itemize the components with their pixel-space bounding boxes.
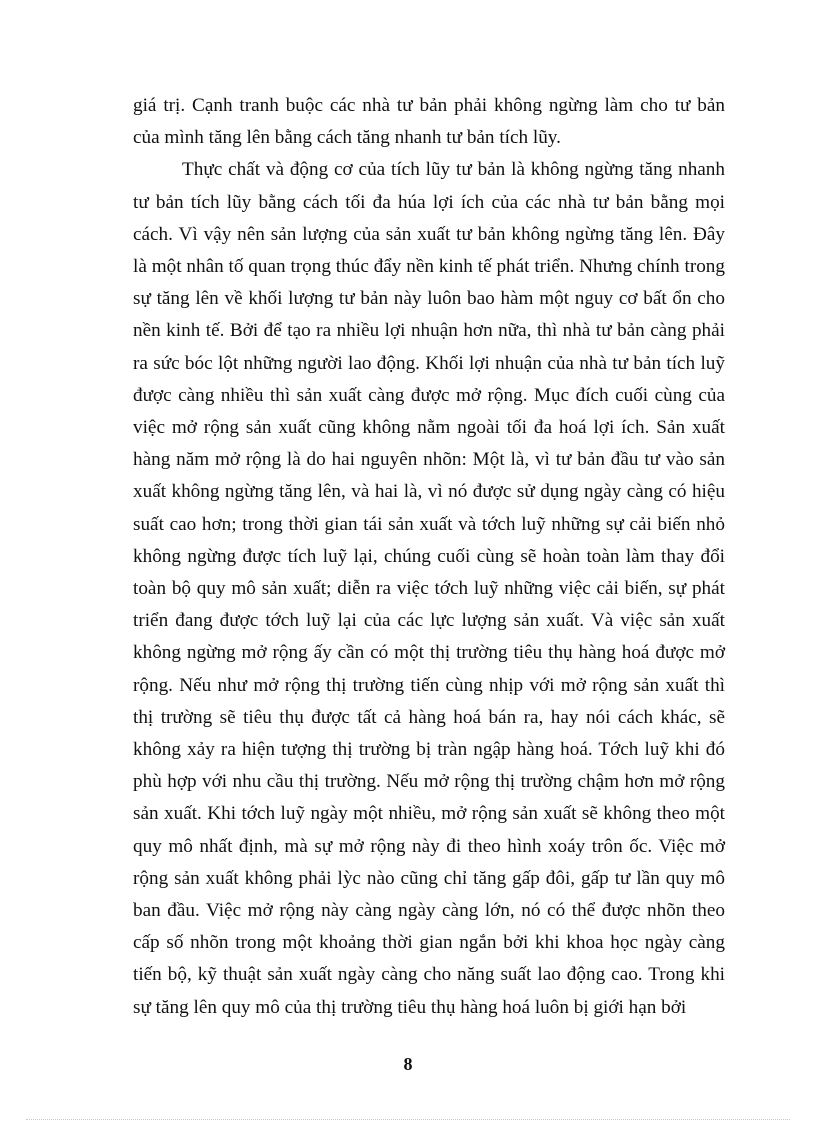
paragraph-1: giá trị. Cạnh tranh buộc các nhà tư bản phải không ngừng làm cho tư bản của mình tăng lên bằng cách tăng nhanh tư bản tích lũy.	[133, 95, 725, 149]
page-bottom-divider	[26, 1119, 790, 1120]
paragraph-2: Thực chất và động cơ của tích lũy tư bản là không ngừng tăng nhanh tư bản tích lũy bằng cách tối đa húa lợi ích của các nhà tư bản bằng mọi cách. Vì vậy nên sản lượng của sản xuất tư bản không ngừng tăng lên. Đây là một nhân tố quan trọng thúc đẩy nền kinh tế phát triển. Nhưng chính trong sự tăng lên về khối lượng tư bản này luôn bao hàm một nguy cơ bất ổn cho nền kinh tế. Bởi để tạo ra nhiều lợi nhuận hơn nữa, thì nhà tư bản càng phải ra sức bóc lột những người lao động. Khối lợi nhuận của nhà tư bản tích luỹ được càng nhiều thì sản xuất càng được mở rộng. Mục đích cuối cùng của việc mở rộng sản xuất cũng không nằm ngoài tối đa hoá lợi ích. Sản xuất hàng năm mở rộng là do hai nguyên nhõn: Một là, vì tư bản đầu tư vào sản xuất không ngừng tăng lên, và hai là, vì nó được sử dụng ngày càng có hiệu suất cao hơn; trong thời gian tái sản xuất và tớch luỹ những sự cải biến nhỏ không ngừng được tích luỹ lại, chúng cuối cùng sẽ hoàn toàn làm thay đổi toàn bộ quy mô sản xuất; diễn ra việc tớch luỹ những việc cải biến, sự phát triển đang được tớch luỹ lại của các lực lượng sản xuất. Và việc sản xuất không ngừng mở rộng ấy cần có một thị trường tiêu thụ hàng hoá được mở rộng. Nếu như mở rộng thị trường tiến cùng nhịp với mở rộng sản xuất thì thị trường sẽ tiêu thụ được tất cả hàng hoá bán ra, hay nói cách khác, sẽ không xảy ra hiện tượng thị trường bị tràn ngập hàng hoá. Tớch luỹ khi đó phù hợp với nhu cầu thị trường. Nếu mở rộng thị trường chậm hơn mở rộng sản xuất. Khi tớch luỹ ngày một nhiều, mở rộng sản xuất sẽ không theo một quy mô nhất định, mà sự mở rộng này đi theo hình xoáy trôn ốc. Việc mở rộng sản xuất không phải lỳc nào cũng chỉ tăng gấp đôi, gấp tư lần quy mô ban đầu. Việc mở rộng này càng ngày càng lớn, nó có thể được nhõn theo cấp số nhõn trong một khoảng thời gian ngắn bởi khi khoa học ngày càng tiến bộ, kỹ thuật sản xuất ngày càng cho năng suất lao động cao. Trong khi sự tăng lên quy mô của thị trường tiêu thụ hàng hoá luôn bị giới hạn bởi	[133, 159, 725, 1018]
body-text	[133, 90, 725, 1024]
page-number: 8	[403, 1054, 413, 1074]
